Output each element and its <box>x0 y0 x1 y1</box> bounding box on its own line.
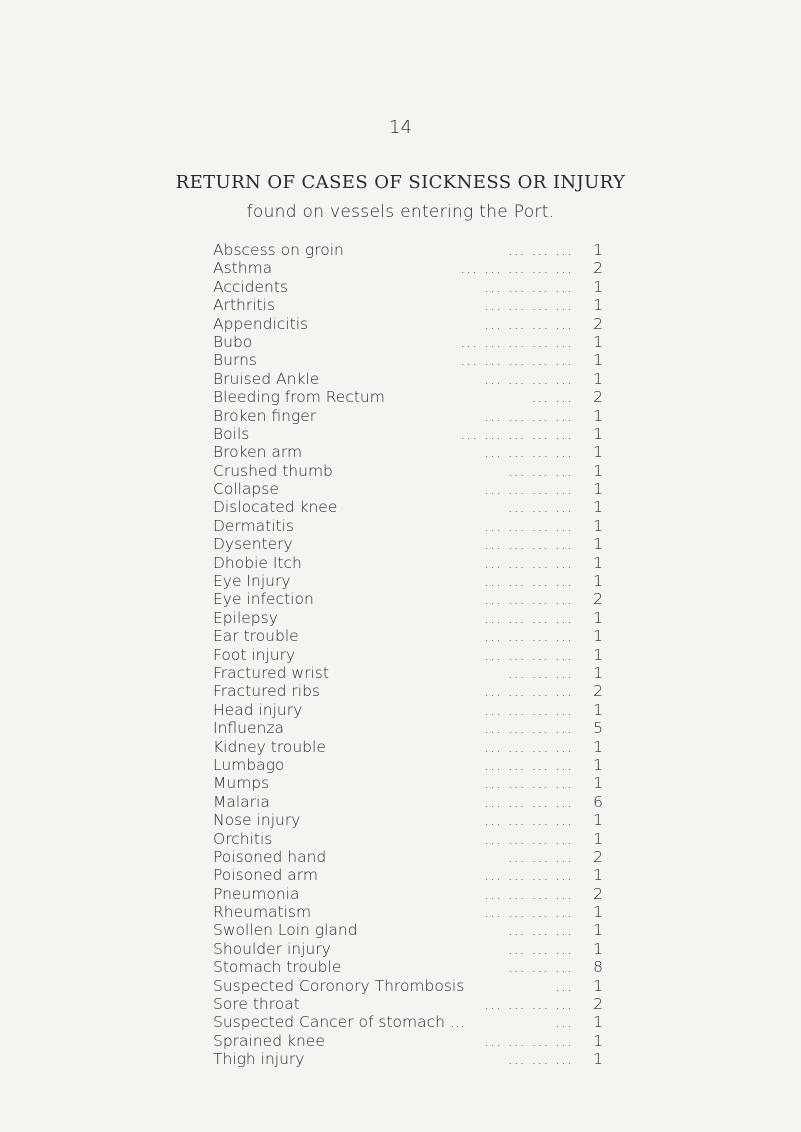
case-name: Poisoned hand <box>213 847 327 866</box>
page-title: RETURN OF CASES OF SICKNESS OR INJURY <box>175 172 626 193</box>
list-item <box>213 1050 603 1068</box>
dot-leader: ... ... ... ... <box>484 866 573 885</box>
case-list <box>213 241 603 1069</box>
dot-leader: ... ... ... ... ... <box>460 259 573 278</box>
case-count: 1 <box>593 553 603 572</box>
dot-leader: ... ... ... ... <box>484 480 573 499</box>
case-count: 1 <box>593 241 603 259</box>
list-item <box>213 480 603 498</box>
case-name: Nose injury <box>213 811 301 830</box>
dot-leader: ... ... ... ... <box>484 572 573 591</box>
case-name: Asthma <box>213 259 273 278</box>
dot-leader: ... ... ... ... ... <box>460 351 573 370</box>
case-name: Bleeding from Rectum <box>213 388 385 407</box>
case-name: Ear trouble <box>213 627 299 646</box>
case-name: Crushed thumb <box>213 461 333 480</box>
case-name: Boils <box>213 424 250 443</box>
list-item <box>213 388 603 406</box>
list-item <box>213 407 603 425</box>
case-count: 1 <box>593 277 603 296</box>
case-count: 1 <box>593 755 603 774</box>
case-name: Dysentery <box>213 535 293 554</box>
dot-leader: ... ... ... <box>507 498 573 517</box>
case-count: 1 <box>593 1050 603 1069</box>
dot-leader: ... ... ... ... <box>484 277 573 296</box>
case-name: Abscess on groin <box>213 241 344 259</box>
list-item <box>213 682 603 700</box>
case-count: 2 <box>593 590 603 609</box>
case-name: Broken finger <box>213 406 317 425</box>
list-item <box>213 241 603 259</box>
page-number: 14 <box>389 117 412 138</box>
dot-leader: ... <box>555 976 573 995</box>
list-item <box>213 921 603 939</box>
dot-leader: ... ... ... ... <box>484 682 573 701</box>
case-name: Sprained knee <box>213 1031 325 1050</box>
case-count: 1 <box>593 572 603 591</box>
list-item <box>213 517 603 535</box>
list-item <box>213 701 603 719</box>
dot-leader: ... ... ... <box>507 939 573 958</box>
list-item <box>213 351 603 369</box>
list-item <box>213 664 603 682</box>
case-count: 1 <box>593 663 603 682</box>
list-item <box>213 940 603 958</box>
dot-leader: ... ... ... ... <box>484 1031 573 1050</box>
case-count: 2 <box>593 995 603 1014</box>
dot-leader: ... ... ... <box>507 663 573 682</box>
dot-leader: ... ... ... ... <box>484 811 573 830</box>
case-count: 1 <box>593 1031 603 1050</box>
case-count: 1 <box>593 1013 603 1032</box>
case-count: 1 <box>593 921 603 940</box>
list-item <box>213 738 603 756</box>
case-count: 2 <box>593 388 603 407</box>
dot-leader: ... ... ... <box>507 241 573 259</box>
dot-leader: ... ... ... ... <box>484 314 573 333</box>
list-item <box>213 443 603 461</box>
dot-leader: ... ... ... <box>507 921 573 940</box>
case-count: 2 <box>593 314 603 333</box>
case-count: 1 <box>593 406 603 425</box>
dot-leader: ... ... ... ... <box>484 645 573 664</box>
case-count: 6 <box>593 792 603 811</box>
list-item <box>213 462 603 480</box>
dot-leader: ... ... ... ... <box>484 535 573 554</box>
list-item <box>213 756 603 774</box>
case-name: Fractured ribs <box>213 682 321 701</box>
list-item <box>213 1013 603 1031</box>
case-count: 1 <box>593 296 603 315</box>
dot-leader: ... ... ... <box>507 847 573 866</box>
case-name: Thigh injury <box>213 1050 305 1069</box>
case-name: Poisoned arm <box>213 866 318 885</box>
case-count: 1 <box>593 608 603 627</box>
case-name: Collapse <box>213 480 279 499</box>
case-count: 1 <box>593 939 603 958</box>
case-name: Appendicitis <box>213 314 309 333</box>
case-count: 1 <box>593 424 603 443</box>
dot-leader: ... ... ... ... <box>484 553 573 572</box>
case-name: Bubo <box>213 332 253 351</box>
case-count: 2 <box>593 682 603 701</box>
case-name: Stomach trouble <box>213 958 342 977</box>
case-name: Suspected Cancer of stomach ... <box>213 1013 465 1032</box>
case-name: Lumbago <box>213 755 285 774</box>
case-name: Rheumatism <box>213 903 312 922</box>
case-name: Bruised Ankle <box>213 369 320 388</box>
case-count: 1 <box>593 480 603 499</box>
case-count: 1 <box>593 369 603 388</box>
case-count: 1 <box>593 461 603 480</box>
dot-leader: ... ... ... ... <box>484 995 573 1014</box>
dot-leader: ... ... ... ... <box>484 755 573 774</box>
dot-leader: ... ... ... ... <box>484 792 573 811</box>
dot-leader: ... ... ... ... <box>484 884 573 903</box>
case-count: 1 <box>593 866 603 885</box>
case-count: 1 <box>593 443 603 462</box>
case-name: Dislocated knee <box>213 498 338 517</box>
list-item <box>213 830 603 848</box>
list-item <box>213 811 603 829</box>
dot-leader: ... ... ... ... <box>484 406 573 425</box>
case-count: 1 <box>593 829 603 848</box>
case-name: Foot injury <box>213 645 296 664</box>
case-count: 1 <box>593 700 603 719</box>
case-count: 1 <box>593 332 603 351</box>
list-item <box>213 370 603 388</box>
list-item <box>213 995 603 1013</box>
list-item <box>213 885 603 903</box>
case-name: Sore throat <box>213 995 300 1014</box>
list-item <box>213 866 603 884</box>
list-item <box>213 572 603 590</box>
case-name: Burns <box>213 351 257 370</box>
case-count: 1 <box>593 535 603 554</box>
case-count: 8 <box>593 958 603 977</box>
dot-leader: ... ... ... ... <box>484 296 573 315</box>
list-item <box>213 1032 603 1050</box>
case-count: 1 <box>593 351 603 370</box>
list-item <box>213 848 603 866</box>
dot-leader: ... ... ... ... <box>484 516 573 535</box>
list-item <box>213 315 603 333</box>
case-name: Orchitis <box>213 829 273 848</box>
case-count: 2 <box>593 259 603 278</box>
case-name: Accidents <box>213 277 289 296</box>
case-name: Eye infection <box>213 590 314 609</box>
dot-leader: ... ... ... ... <box>484 627 573 646</box>
case-count: 1 <box>593 627 603 646</box>
list-item <box>213 719 603 737</box>
list-item <box>213 609 603 627</box>
list-item <box>213 425 603 443</box>
page-subtitle: found on vessels entering the Port. <box>246 202 555 222</box>
dot-leader: ... ... ... <box>507 461 573 480</box>
list-item <box>213 259 603 277</box>
case-count: 2 <box>593 884 603 903</box>
case-count: 1 <box>593 516 603 535</box>
list-item <box>213 793 603 811</box>
case-name: Dermatitis <box>213 516 295 535</box>
list-item <box>213 977 603 995</box>
list-item <box>213 498 603 516</box>
list-item <box>213 903 603 921</box>
dot-leader: ... <box>555 1013 573 1032</box>
list-item <box>213 296 603 314</box>
dot-leader: ... ... ... ... <box>484 608 573 627</box>
case-count: 1 <box>593 811 603 830</box>
list-item <box>213 554 603 572</box>
dot-leader: ... ... ... ... <box>484 443 573 462</box>
case-name: Arthritis <box>213 296 276 315</box>
case-name: Malaria <box>213 792 270 811</box>
case-count: 1 <box>593 498 603 517</box>
list-item <box>213 333 603 351</box>
dot-leader: ... ... <box>531 388 573 407</box>
dot-leader: ... ... ... ... ... <box>460 424 573 443</box>
list-item <box>213 774 603 792</box>
case-count: 2 <box>593 847 603 866</box>
dot-leader: ... ... ... ... <box>484 700 573 719</box>
dot-leader: ... ... ... ... <box>484 903 573 922</box>
case-name: Broken arm <box>213 443 303 462</box>
dot-leader: ... ... ... ... <box>484 719 573 738</box>
case-name: Fractured wrist <box>213 663 329 682</box>
case-count: 5 <box>593 719 603 738</box>
list-item <box>213 590 603 608</box>
case-count: 1 <box>593 774 603 793</box>
case-name: Mumps <box>213 774 270 793</box>
case-count: 1 <box>593 976 603 995</box>
case-name: Dhobie Itch <box>213 553 302 572</box>
case-name: Eye Injury <box>213 572 291 591</box>
dot-leader: ... ... ... ... <box>484 737 573 756</box>
case-name: Suspected Coronory Thrombosis <box>213 976 465 995</box>
dot-leader: ... ... ... ... <box>484 590 573 609</box>
case-name: Epilepsy <box>213 608 278 627</box>
case-count: 1 <box>593 645 603 664</box>
dot-leader: ... ... ... <box>507 1050 573 1069</box>
list-item <box>213 958 603 976</box>
case-name: Head injury <box>213 700 303 719</box>
dot-leader: ... ... ... ... ... <box>460 332 573 351</box>
list-item <box>213 646 603 664</box>
case-name: Swollen Loin gland <box>213 921 358 940</box>
case-name: Kidney trouble <box>213 737 326 756</box>
case-count: 1 <box>593 737 603 756</box>
list-item <box>213 535 603 553</box>
dot-leader: ... ... ... ... <box>484 774 573 793</box>
dot-leader: ... ... ... <box>507 958 573 977</box>
list-item <box>213 627 603 645</box>
case-count: 1 <box>593 903 603 922</box>
case-name: Influenza <box>213 719 284 738</box>
list-item <box>213 278 603 296</box>
case-name: Pneumonia <box>213 884 300 903</box>
dot-leader: ... ... ... ... <box>484 369 573 388</box>
case-name: Shoulder injury <box>213 939 331 958</box>
dot-leader: ... ... ... ... <box>484 829 573 848</box>
